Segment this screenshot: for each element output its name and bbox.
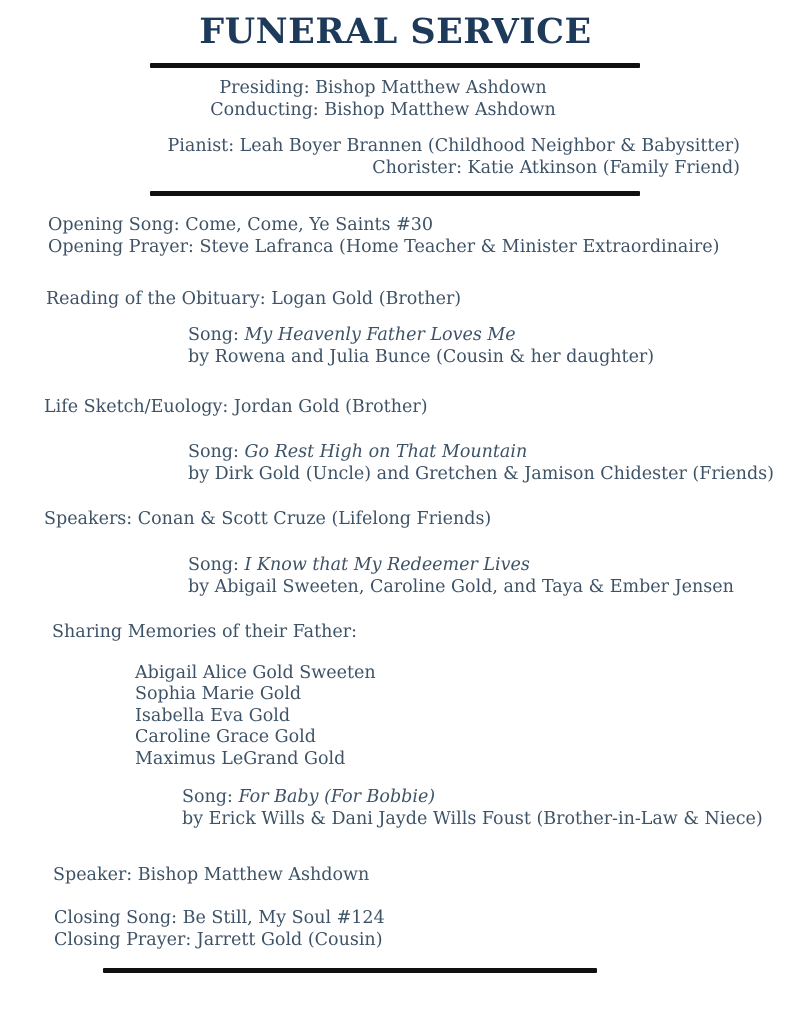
- song-performers-line: by Dirk Gold (Uncle) and Gretchen & Jamison Chidester (Friends): [188, 464, 774, 484]
- song-performers-line: by Abigail Sweeten, Caroline Gold, and Taya & Ember Jensen: [188, 577, 734, 597]
- song-title-line: [188, 554, 734, 576]
- list-item: Caroline Grace Gold: [135, 727, 316, 748]
- song-item: [188, 324, 654, 368]
- opening-song-line: Opening Song: Come, Come, Ye Saints #30: [48, 215, 434, 235]
- list-item: Maximus LeGrand Gold: [135, 748, 346, 769]
- presiding-line: Presiding: Bishop Matthew Ashdown: [219, 78, 547, 98]
- list-item: Sophia Marie Gold: [135, 684, 302, 705]
- pianist-line: Pianist: Leah Boyer Brannen (Childhood Neighbor & Babysitter): [167, 136, 740, 156]
- song-title: My Heavenly Father Loves Me: [244, 325, 516, 345]
- sharing-memories-line: Sharing Memories of their Father:: [52, 622, 358, 642]
- song-performers-line: by Rowena and Julia Bunce (Cousin & her daughter): [188, 347, 655, 367]
- speaker-line: Speaker: Bishop Matthew Ashdown: [53, 865, 370, 885]
- song-prefix: Song:: [188, 325, 239, 345]
- family-members-list: [135, 663, 376, 770]
- song-title: I Know that My Redeemer Lives: [244, 555, 530, 575]
- song-item: [188, 441, 774, 485]
- chorister-line: Chorister: Katie Atkinson (Family Friend): [372, 158, 740, 178]
- closing-prayer-line: Closing Prayer: Jarrett Gold (Cousin): [54, 930, 383, 950]
- list-item: Isabella Eva Gold: [135, 705, 291, 726]
- divider-top: [150, 63, 640, 68]
- song-title: For Baby (For Bobbie): [238, 787, 436, 807]
- song-prefix: Song:: [182, 787, 233, 807]
- list-item: Abigail Alice Gold Sweeten: [135, 663, 376, 683]
- speakers-line: Speakers: Conan & Scott Cruze (Lifelong Friends): [44, 509, 492, 529]
- divider-bottom: [103, 968, 597, 973]
- closing-song-line: Closing Song: Be Still, My Soul #124: [54, 908, 385, 928]
- song-performers-line: by Erick Wills & Dani Jayde Wills Foust (Brother-in-Law & Niece): [182, 809, 763, 829]
- obituary-line: Reading of the Obituary: Logan Gold (Brother): [46, 289, 462, 309]
- song-title-line: [188, 441, 774, 463]
- song-item: [182, 786, 763, 830]
- musicians-block: [150, 135, 740, 179]
- opening-prayer-line: Opening Prayer: Steve Lafranca (Home Teacher & Minister Extraordinaire): [48, 237, 720, 257]
- song-item: [188, 554, 734, 598]
- opening-block: [48, 214, 719, 258]
- page-title: FUNERAL SERVICE: [199, 11, 592, 52]
- life-sketch-line: Life Sketch/Euology: Jordan Gold (Brother): [44, 397, 428, 417]
- song-title: Go Rest High on That Mountain: [244, 442, 528, 462]
- song-title-line: [188, 324, 654, 346]
- song-title-line: [182, 786, 763, 808]
- divider-middle: [150, 191, 640, 196]
- song-prefix: Song:: [188, 442, 239, 462]
- officiants-block: [0, 77, 766, 121]
- closing-block: [54, 907, 385, 951]
- conducting-line: Conducting: Bishop Matthew Ashdown: [210, 100, 556, 120]
- song-prefix: Song:: [188, 555, 239, 575]
